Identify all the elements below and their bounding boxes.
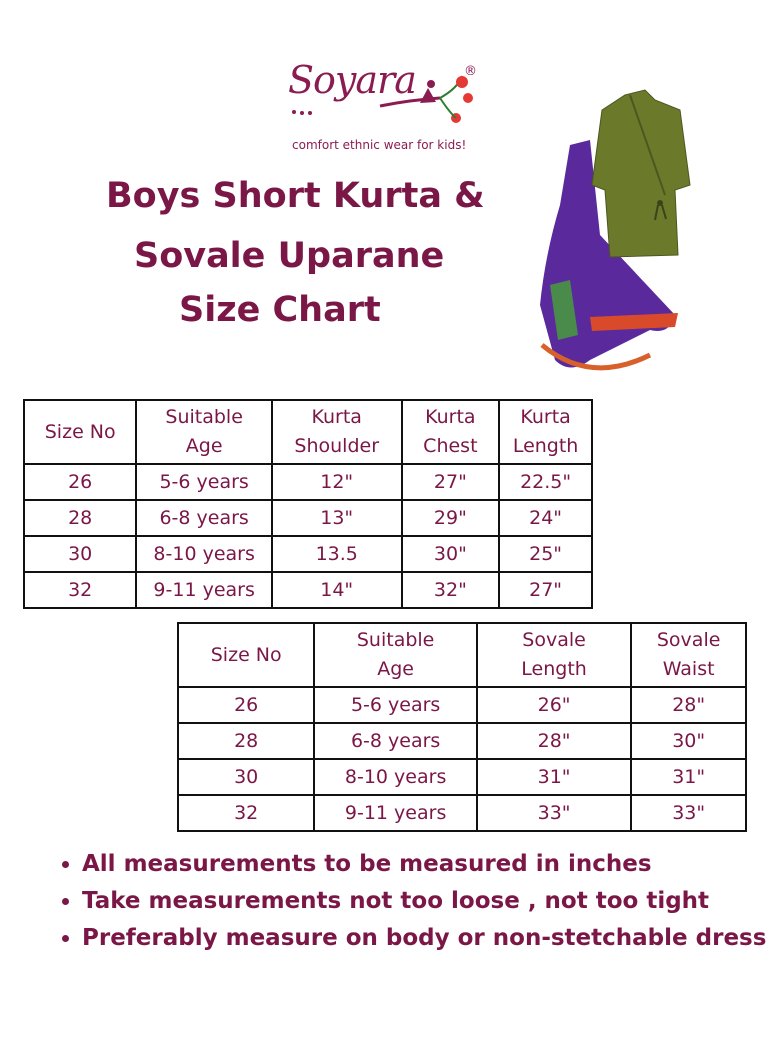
kurta-sovale-illustration (530, 85, 705, 385)
table-row (24, 536, 592, 572)
table-cell: 26" (477, 687, 631, 723)
table-header-cell: Suitable Age (314, 623, 476, 687)
logo-tagline: comfort ethnic wear for kids! (292, 138, 467, 152)
logo-wordmark: Soyara (288, 58, 416, 102)
table-row (178, 759, 746, 795)
table-header-cell: Kurta Shoulder (272, 400, 402, 464)
table-header-cell: Sovale Waist (631, 623, 746, 687)
note-item: • Preferably measure on body or non-stetchable dress (82, 920, 766, 957)
measurement-notes (56, 846, 766, 957)
table-cell: 32 (178, 795, 314, 831)
table-cell: 28" (631, 687, 746, 723)
page-title-line-3: Size Chart (179, 290, 381, 330)
table-header-cell: Size No (178, 623, 314, 687)
table-header-cell: Suitable Age (136, 400, 272, 464)
table-row (178, 687, 746, 723)
table-row (178, 723, 746, 759)
table-cell: 31" (477, 759, 631, 795)
table-row (178, 795, 746, 831)
table-cell: 29" (402, 500, 500, 536)
table-cell: 26 (178, 687, 314, 723)
table-cell: 6-8 years (314, 723, 476, 759)
table-cell: 5-6 years (136, 464, 272, 500)
table-cell: 8-10 years (136, 536, 272, 572)
table-cell: 33" (631, 795, 746, 831)
table-cell: 30 (178, 759, 314, 795)
kurta-size-table (23, 399, 593, 609)
table-header-cell: Sovale Length (477, 623, 631, 687)
note-item: • All measurements to be measured in inches (82, 846, 766, 883)
table-cell: 31" (631, 759, 746, 795)
table-cell: 32 (24, 572, 136, 608)
registered-mark: ® (464, 64, 477, 79)
table-cell: 6-8 years (136, 500, 272, 536)
table-cell: 30" (631, 723, 746, 759)
sovale-table-body (178, 623, 746, 831)
table-cell: 9-11 years (136, 572, 272, 608)
sovale-size-table (177, 622, 747, 832)
page-title-line-1: Boys Short Kurta & (106, 176, 485, 216)
brand-logo (280, 58, 490, 158)
table-cell: 30" (402, 536, 500, 572)
table-cell: 13.5 (272, 536, 402, 572)
table-cell: 28" (477, 723, 631, 759)
table-cell: 12" (272, 464, 402, 500)
table-row (24, 572, 592, 608)
kurta-table-body (24, 400, 592, 608)
table-cell: 5-6 years (314, 687, 476, 723)
table-header-row (178, 623, 746, 687)
table-header-cell: Size No (24, 400, 136, 464)
table-row (24, 464, 592, 500)
table-cell: 27" (499, 572, 592, 608)
table-cell: 8-10 years (314, 759, 476, 795)
table-cell: 25" (499, 536, 592, 572)
table-cell: 22.5" (499, 464, 592, 500)
table-cell: 32" (402, 572, 500, 608)
table-cell: 30 (24, 536, 136, 572)
table-row (24, 500, 592, 536)
table-cell: 28 (178, 723, 314, 759)
note-item: • Take measurements not too loose , not too tight (82, 883, 766, 920)
table-cell: 14" (272, 572, 402, 608)
table-header-cell: Kurta Length (499, 400, 592, 464)
table-cell: 27" (402, 464, 500, 500)
table-cell: 24" (499, 500, 592, 536)
table-header-cell: Kurta Chest (402, 400, 500, 464)
table-cell: 26 (24, 464, 136, 500)
table-cell: 13" (272, 500, 402, 536)
table-cell: 33" (477, 795, 631, 831)
table-header-row (24, 400, 592, 464)
table-cell: 9-11 years (314, 795, 476, 831)
table-cell: 28 (24, 500, 136, 536)
page-title-line-2: Sovale Uparane (134, 236, 445, 276)
